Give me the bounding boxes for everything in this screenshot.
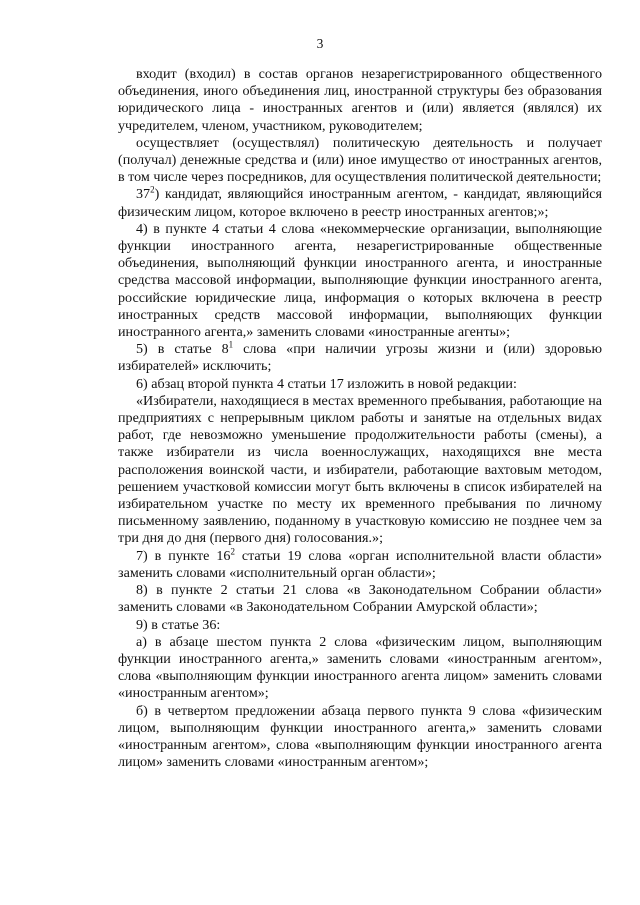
paragraph-3-text-cont: ) кандидат, являющийся иностранным агентом, - кандидат, являющийся физическим лицом, которое включено в реестр иностранных агентов;»; bbox=[118, 186, 602, 220]
paragraph-5-text: 5) в статье 8 bbox=[136, 341, 229, 358]
paragraph-5 bbox=[118, 341, 602, 375]
paragraph-11: а) в абзаце шестом пункта 2 слова «физическим лицом, выполняющим функции иностранного агента,» заменить словами «иностранным агентом», слова «выполняющим функции иностранного агента лицом» заменить словами «иностранным агентом»; bbox=[118, 633, 602, 702]
page-number: 3 bbox=[316, 36, 324, 51]
paragraph-4: 4) в пункте 4 статьи 4 слова «некоммерческие организации, выполняющие функции иностранного агента, незарегистрированные общественные объединения, выполняющий функции иностранного агента, и иностранные средства массовой информации, выполняющие функции иностранного агента, российские юридические лица, информация о которых включена в реестр иностранных средств массовой информации, выполняющих функции иностранного агента,» заменить словами «иностранные агенты»; bbox=[118, 220, 602, 341]
superscript: 2 bbox=[150, 184, 155, 195]
superscript: 2 bbox=[230, 546, 235, 556]
paragraph-2: осуществляет (осуществлял) политическую деятельность и получает (получал) денежные средства и (или) иное имущество от иностранных агентов, в том числе через посредников, для осуществления политической деятельности; bbox=[118, 134, 602, 186]
paragraph-3-text: 37 bbox=[136, 186, 151, 203]
body-text bbox=[118, 66, 602, 771]
superscript: 1 bbox=[228, 339, 234, 350]
paragraph-9: 8) в пункте 2 статьи 21 слова «в Законодательном Собрании области» заменить словами «в Законодательном Собрании Амурской области»; bbox=[118, 582, 602, 616]
paragraph-8-text: 7) в пункте 16 bbox=[136, 547, 231, 564]
paragraph-3 bbox=[118, 186, 602, 220]
paragraph-12: б) в четвертом предложении абзаца первого пункта 9 слова «физическим лицом, выполняющим функции иностранного агента,» заменить словами «иностранным агентом», слова «выполняющим функции иностранного агента лицом» заменить словами «иностранным агентом»; bbox=[118, 702, 602, 771]
paragraph-10: 9) в статье 36: bbox=[136, 616, 221, 633]
paragraph-7: «Избиратели, находящиеся в местах временного пребывания, работающие на предприятиях с непрерывным циклом работы и занятые на отдельных видах работ, где невозможно уменьшение продолжительности работы (смены), а также избиратели из числа военнослужащих, находящихся вне места расположения воинской части, и избиратели, работающие вахтовым методом, решением участковой комиссии могут быть включены в список избирателей на избирательном участке по месту их временного пребывания по личному письменному заявлению, поданному в участковую комиссию не позднее чем за три дня до дня (первого дня) голосования.»; bbox=[118, 392, 602, 547]
paragraph-6: 6) абзац второй пункта 4 статьи 17 изложить в новой редакции: bbox=[136, 375, 517, 392]
paragraph-1: входит (входил) в состав органов незарегистрированного общественного объединения, иного объединения лиц, иностранной структуры без образования юридического лица - иностранных агентов и (или) является (являлся) их учредителем, членом, участником, руководителем; bbox=[118, 66, 602, 134]
paragraph-5-text-cont: слова «при наличии угрозы жизни и (или) здоровью избирателей» исключить; bbox=[118, 341, 602, 375]
paragraph-8-text-cont: статьи 19 слова «орган исполнительной власти области» заменить словами «исполнительный орган области»; bbox=[118, 547, 602, 581]
paragraph-8 bbox=[118, 548, 602, 582]
